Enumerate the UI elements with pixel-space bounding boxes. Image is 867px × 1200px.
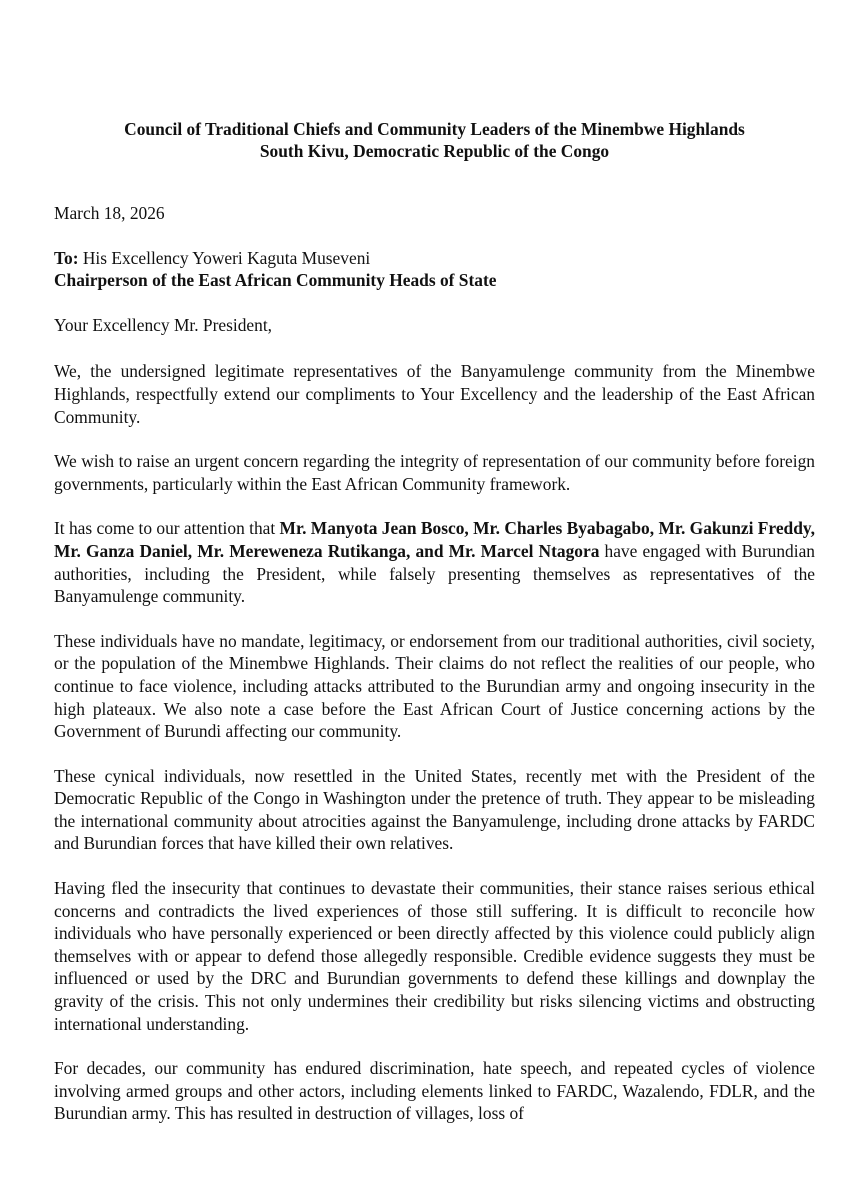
letter-date: March 18, 2026 xyxy=(54,203,165,223)
paragraph-3 xyxy=(54,517,815,607)
salutation: Your Excellency Mr. President, xyxy=(54,314,273,335)
paragraph-7: For decades, our community has endured discrimination, hate speech, and repeated cycles of violence involving armed groups and other actors, including elements linked to FARDC, Wazalendo, FDLR, and the Burundian army. This has resulted in destruction of villages, loss of xyxy=(54,1058,815,1124)
to-label: To: xyxy=(54,247,79,268)
recipient-line xyxy=(54,247,815,270)
recipient-title: Chairperson of the East African Community Heads of State xyxy=(54,270,497,291)
paragraph-3-names: Mr. Manyota Jean Bosco, Mr. Charles Byabagabo, Mr. Gakunzi Freddy, Mr. Ganza Daniel, Mr. Mereweneza Rutikanga, and Mr. Marcel Ntagora xyxy=(54,518,815,561)
header-organization: Council of Traditional Chiefs and Community Leaders of the Minembwe Highlands xyxy=(124,119,745,139)
paragraph-3-intro: It has come to our attention that xyxy=(54,518,280,539)
paragraph-6: Having fled the insecurity that continues to devastate their communities, their stance raises serious ethical concerns and contradicts the lived experiences of those still suffering. It is difficult to reconcile how individuals who have personally experienced or been directly affected by this violence could publicly align themselves with or appear to defend those allegedly responsible. Credible evidence suggests they must be influenced or used by the DRC and Burundian governments to defend these killings and downplay the gravity of the crisis. This not only undermines their credibility but risks silencing victims and obstructing international understanding. xyxy=(54,878,815,1034)
paragraph-2: We wish to raise an urgent concern regarding the integrity of representation of our community before foreign governments, particularly within the East African Community framework. xyxy=(54,451,815,494)
paragraph-1: We, the undersigned legitimate representatives of the Banyamulenge community from the Minembwe Highlands, respectfully extend our compliments to Your Excellency and the leadership of the East African Community. xyxy=(54,361,815,427)
paragraph-4: These individuals have no mandate, legitimacy, or endorsement from our traditional authorities, civil society, or the population of the Minembwe Highlands. Their claims do not reflect the realities of our people, who continue to face violence, including attacks attributed to the Burundian army and ongoing insecurity in the high plateaux. We also note a case before the East African Court of Justice concerning actions by the Government of Burundi affecting our community. xyxy=(54,630,815,742)
letter-header xyxy=(54,118,815,162)
header-location: South Kivu, Democratic Republic of the Congo xyxy=(259,141,610,161)
recipient-block xyxy=(54,247,815,292)
recipient-name: His Excellency Yoweri Kaguta Museveni xyxy=(78,247,371,268)
paragraph-3-rest: have engaged with Burundian authorities, including the President, while falsely presenting themselves as representatives of the Banyamulenge community. xyxy=(54,540,815,607)
paragraph-5: These cynical individuals, now resettled in the United States, recently met with the President of the Democratic Republic of the Congo in Washington under the pretence of truth. They appear to be misleading the international community about atrocities against the Banyamulenge, including drone attacks by FARDC and Burundian forces that have killed their own relatives. xyxy=(54,765,815,854)
